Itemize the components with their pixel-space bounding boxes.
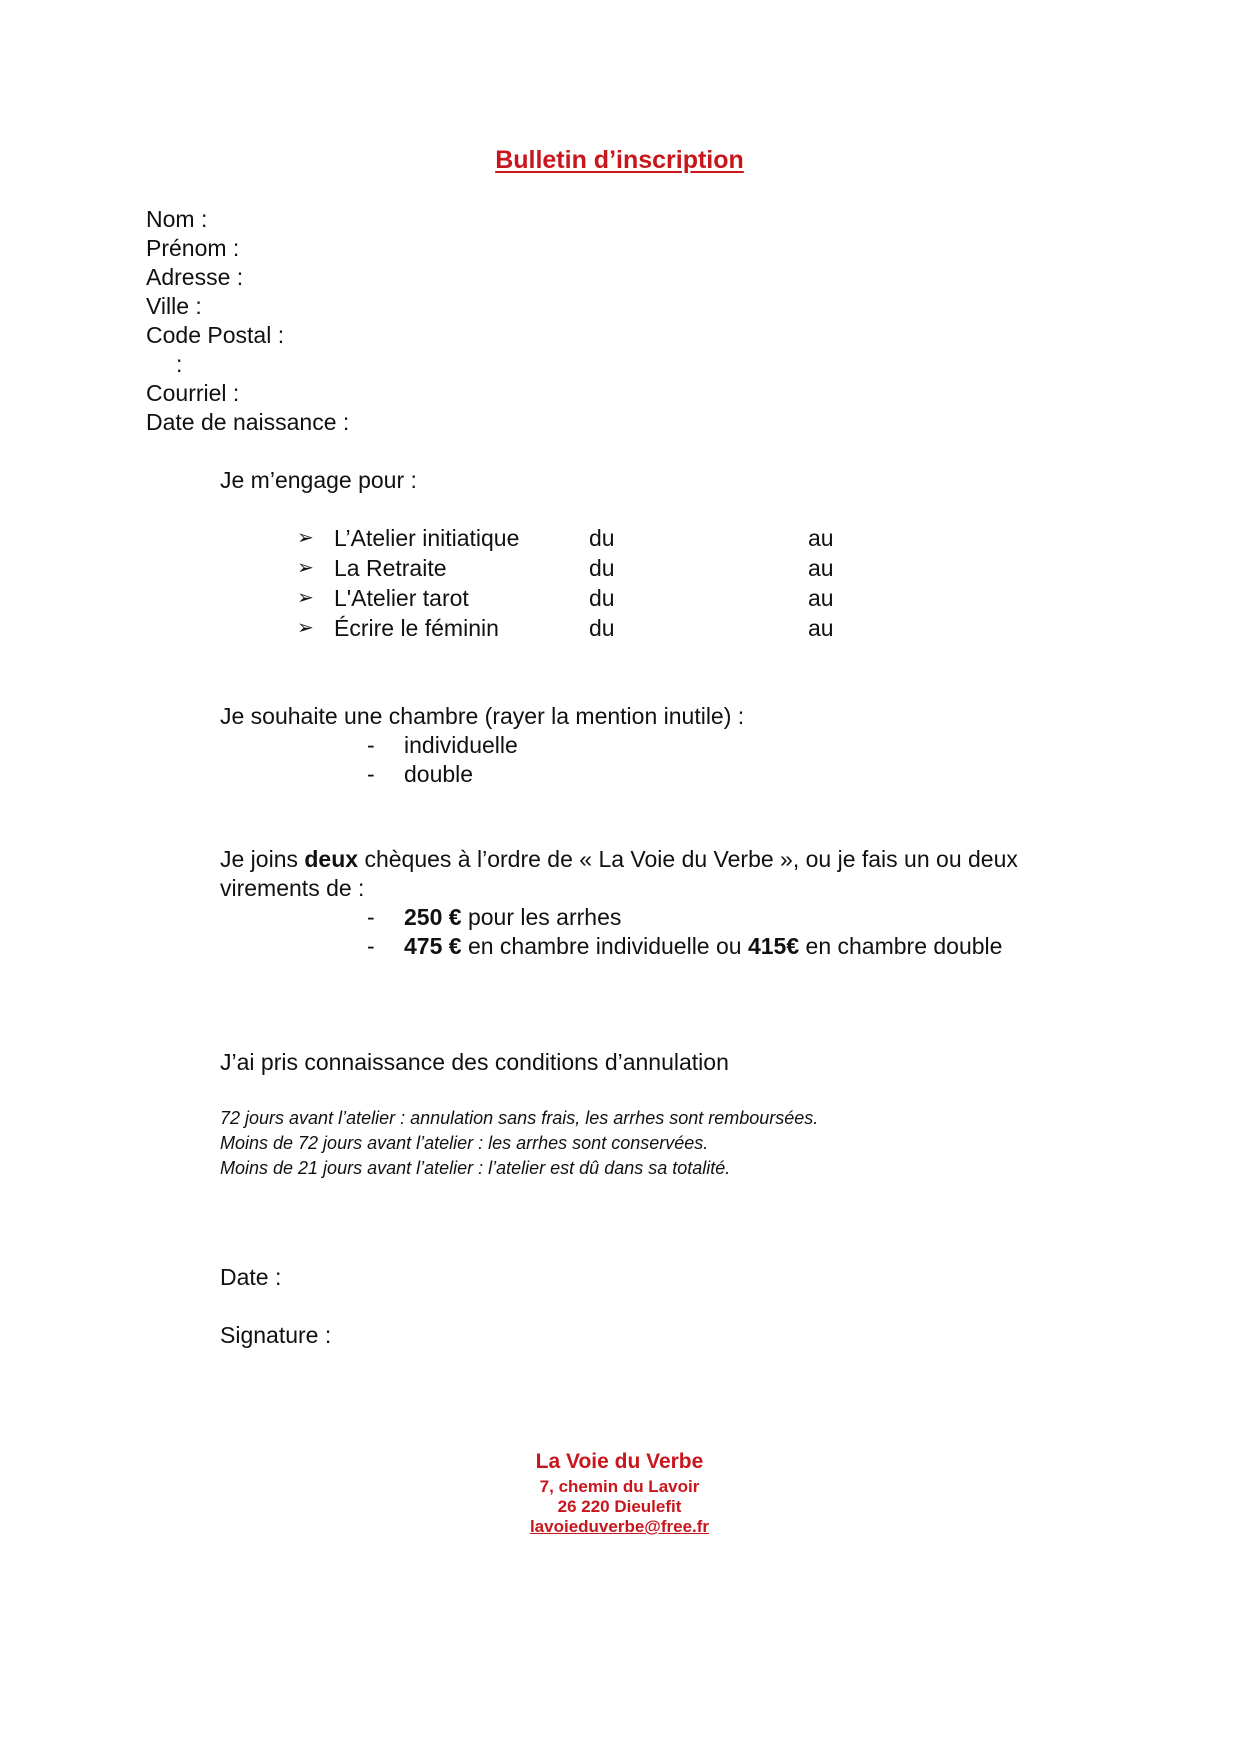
field-blank: : xyxy=(176,351,183,377)
footer-street: 7, chemin du Lavoir xyxy=(539,1477,700,1496)
room-option-individuelle: individuelle xyxy=(404,732,518,758)
dash-bullet: - xyxy=(367,904,375,930)
footer-email-link[interactable]: lavoieduverbe@free.fr xyxy=(529,1517,710,1536)
list-item: L’Atelier initiatique xyxy=(334,525,520,551)
date-label: Date : xyxy=(220,1264,282,1290)
arrow-bullet-icon: ➢ xyxy=(297,587,314,609)
field-courriel: Courriel : xyxy=(146,380,240,406)
field-nom: Nom : xyxy=(146,206,208,232)
room-option-double: double xyxy=(404,761,474,787)
payment-text: en chambre double xyxy=(799,933,1003,959)
room-intro: Je souhaite une chambre (rayer la mention inutile) : xyxy=(220,703,745,729)
dash-bullet: - xyxy=(367,732,375,758)
payment-text: en chambre individuelle ou xyxy=(461,933,748,959)
arrow-bullet-icon: ➢ xyxy=(297,557,314,579)
amount-double: 415€ xyxy=(747,933,800,959)
page-title: Bulletin d’inscription xyxy=(495,146,744,174)
field-prenom: Prénom : xyxy=(146,235,240,261)
du-label: du xyxy=(589,555,615,581)
dash-bullet: - xyxy=(367,933,375,959)
au-label: au xyxy=(808,525,834,551)
dash-bullet: - xyxy=(367,761,375,787)
payment-text: Je joins xyxy=(220,846,305,872)
footer-name: La Voie du Verbe xyxy=(535,1450,704,1473)
amount-arrhes: 250 € xyxy=(404,904,462,930)
payment-text: chèques à l’ordre de « La Voie du Verbe », ou je fais un ou deux xyxy=(358,846,1018,872)
payment-line-1 xyxy=(220,845,1018,874)
payment-bold-deux: deux xyxy=(304,846,359,872)
payment-item-chambre xyxy=(404,932,1002,961)
list-item: Écrire le féminin xyxy=(334,615,499,641)
signature-label: Signature : xyxy=(220,1322,332,1348)
list-item: L'Atelier tarot xyxy=(334,585,469,611)
cancellation-intro: J’ai pris connaissance des conditions d’annulation xyxy=(220,1049,729,1075)
engagement-intro: Je m’engage pour : xyxy=(220,467,417,493)
payment-line-2: virements de : xyxy=(220,875,365,901)
footer-city: 26 220 Dieulefit xyxy=(557,1497,682,1516)
payment-item-arrhes xyxy=(404,903,621,932)
arrow-bullet-icon: ➢ xyxy=(297,527,314,549)
field-code-postal: Code Postal : xyxy=(146,322,285,348)
field-ville: Ville : xyxy=(146,293,202,319)
amount-individuelle: 475 € xyxy=(404,933,462,959)
list-item: La Retraite xyxy=(334,555,447,581)
du-label: du xyxy=(589,615,615,641)
du-label: du xyxy=(589,585,615,611)
cancellation-line: Moins de 72 jours avant l’atelier : les arrhes sont conservées. xyxy=(220,1133,709,1153)
au-label: au xyxy=(808,615,834,641)
cancellation-line: 72 jours avant l’atelier : annulation sans frais, les arrhes sont remboursées. xyxy=(220,1108,819,1128)
footer-email-row xyxy=(0,1517,1239,1537)
au-label: au xyxy=(808,555,834,581)
du-label: du xyxy=(589,525,615,551)
payment-text: pour les arrhes xyxy=(461,904,622,930)
arrow-bullet-icon: ➢ xyxy=(297,617,314,639)
au-label: au xyxy=(808,585,834,611)
field-date-naissance: Date de naissance : xyxy=(146,409,350,435)
field-adresse: Adresse : xyxy=(146,264,244,290)
cancellation-line: Moins de 21 jours avant l’atelier : l’atelier est dû dans sa totalité. xyxy=(220,1158,731,1178)
